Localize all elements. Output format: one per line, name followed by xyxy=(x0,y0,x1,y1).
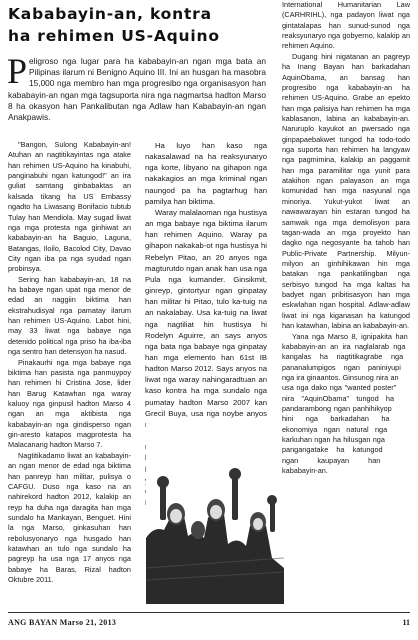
paragraph: Pinakaurhi nga mga babaye nga biktima han pasista nga panmuypoy han rehimen hi Cristina Jose, lider han Barug Katawhan nga waray kaluoy nga ginpusil hadton Marso 4 ngan an mga aktibista nga kababayin-an nga gindisperso ngan gin-aresto katapos magprotesta ha Malacanang hadton Marso 7. xyxy=(8,357,131,450)
footer-rule xyxy=(8,612,410,613)
article-title: Kababayin-an, kontra ha rehimen US-Aquino xyxy=(8,5,220,45)
page-footer xyxy=(0,608,418,630)
paragraph: Sering han kababayin-an, 18 na ha babaye ngan upat nga menor de edad an naggiin biktima han ekstrahudisyal nga pamatay ilarum han rehimen US-Aquino. Labot hini, may 33 liwat nga babaye nga detenido political nga priso ha iba-iba nga sentro han detensyon ha nasud. xyxy=(8,274,131,357)
article-intro xyxy=(7,51,266,123)
paragraph: Yana nga Marso 8, ignipakita han kababayin-an an ira naglalarab nga kangalas ha nagtitikagrabe nga pananalumpigos ngan paniniyupi nga ira ginaantos. Ginsunog nira an usa nga dako nga "wanted poster" nira "AquinObama" tungod ha pandarambong ngan panhihikyop hini nga barkadahan ha ekonomiya ngan natural nga karkuhan ngan ha hilusgan nga pangangatake ha katungod ngan kaupayan han kababayin-an. xyxy=(282,331,408,476)
paragraph: Ha luyo han kaso nga nakasalawad na ha reaksyunaryo nga korte, libyano na gihapon nga nakakagios an mga kriminal ngan naungod pa ha pagtarhug han pamilya han biktima. xyxy=(145,141,267,206)
intro-text: eligroso nga lugar para ha kababayin-an ngan mga bata an Pilipinas ilarum ni Benigno Aquino III. Ini an husgan ha masobra 15,000 nga membro han mga progresibo nga organisasyon han kababayin-an ngan mga tagsuporta nira nga nagmartsa hadton Marso 8 ha okasyon han Pankalibutan nga Adlaw han Kababayin-an ngan Anakpawis. xyxy=(8,56,266,123)
drop-cap: P xyxy=(7,51,28,91)
protest-photo xyxy=(146,418,284,604)
text-column-1 xyxy=(8,140,131,585)
paragraph: International Humanitarian Law (CARHRIHL), nga padayon liwat nga gintatalapas han sunud-sunod nga reaksyunaryo nga gobyerno, kalakip an rehimen Aquino. xyxy=(282,0,410,51)
paragraph: Waray malalaoman nga hustisya an mga babaye nga biktima ilarum han rehimen Aquino. Waray pa gihapon nakakab-ot nga hustisya hi Rebelyn Pitao, an 20 anyos nga magturutdo ngan anak han usa nga Pula nga kumander. Ginsikmit, ginreyp, gintortyur ngan ginpatay han militar hi Pitao, tulo ka-tuig na an nakalabay. Usa ka-tuig na liwat nga nagtiliat hin hustisya hi Rodelyn Aguirre, an says anyos nga bata nga babaye nga ginpatay han mga elemento han 61st IB hadton Marso 2012. Says anyos na liwat nga waray nahingaradtuan an kaso kontra ha mga sundalo nga pumatay hadton Marso 2007 kan Grecil Buya, usa nga noybe anyos xyxy=(145,207,267,418)
paragraph: "Bangon, Sulong Kababayin-an! Atuhan an nagtitikayintas nga atake han rehimen US-Aquino ha kinabuhi, panginabuhi ngan katungod!" an ira guliat samtang ginbabaktas an kalsada tikang ha US Embassy ngadto ha Liwasang Bonifacio tubtub Tulay han Mendiola. May sugad liwat nga mga protesta nga ginhiwat an kababayin-an ha Baguio, Laguna, Batangas, Iloilo, Bacolod City, Davao City ngan iba pa nga syudad ngan probinsya. xyxy=(8,140,131,274)
text-column-3 xyxy=(282,0,410,592)
paragraph: Dugang hini nigatanan an pagreyp ha Inang Bayan han barkadahan AquinObama, an bansag han progresibo nga kababayin-an ha rehimen US-Aquino. Grabe an epekto han mga palisiya han rehimen ha mga kablasanon, labina an kababayin-an. Naruruplo kayukot an pwersado nga ginpapaebakwet tungod ha todo-todo nga suporta han rehimen ha langyaw nga pagmimina, kalakip an paggamit han mga paramilitar nga yunit para atakihon ngan palayason an mga komunidad han mga nasyunal nga minoriya. Yukut-yukot liwat an nawawarayan hin estaran tungod ha samwak nga mga demolisyon para tagan-wada an mga proyekto han dagko nga negosyante ha tahob han Public-Private Partnership. Milyun-milyon an ginhihikawan hin mga batakan nga pankatilingban nga serbisyo tungod ha mga kaltas ha badyet ngan pribitisasyon han mga eskwlahan ngan hospital. Adlaw-adlaw liwat ini nga kiganasan ha katungod han katawhan, labina an kababayin-an. xyxy=(282,51,410,331)
publication-date: ANG BAYAN Marso 21, 2013 xyxy=(8,618,117,627)
page-number: 11 xyxy=(402,618,410,627)
paragraph: Nagtitikadamo liwat an kababayin-an ngan menor de edad nga biktima han panreyp han militar, pulisya o CAFGU. Duso nga kaso na an nahirekord hadton 2012, kalakip an reyp ha duha nga daragita han mga sundalo ha Mankayan, Benguet. Hini la nga Marso, ginkasuhan han rebolusyonaryo nga husgado han katawhan an tulo nga sundalo ha pagreyp ha usa nga 17 anyos nga babaye ha Baras, Rizal hadton Oktubre 2011. xyxy=(8,450,131,585)
